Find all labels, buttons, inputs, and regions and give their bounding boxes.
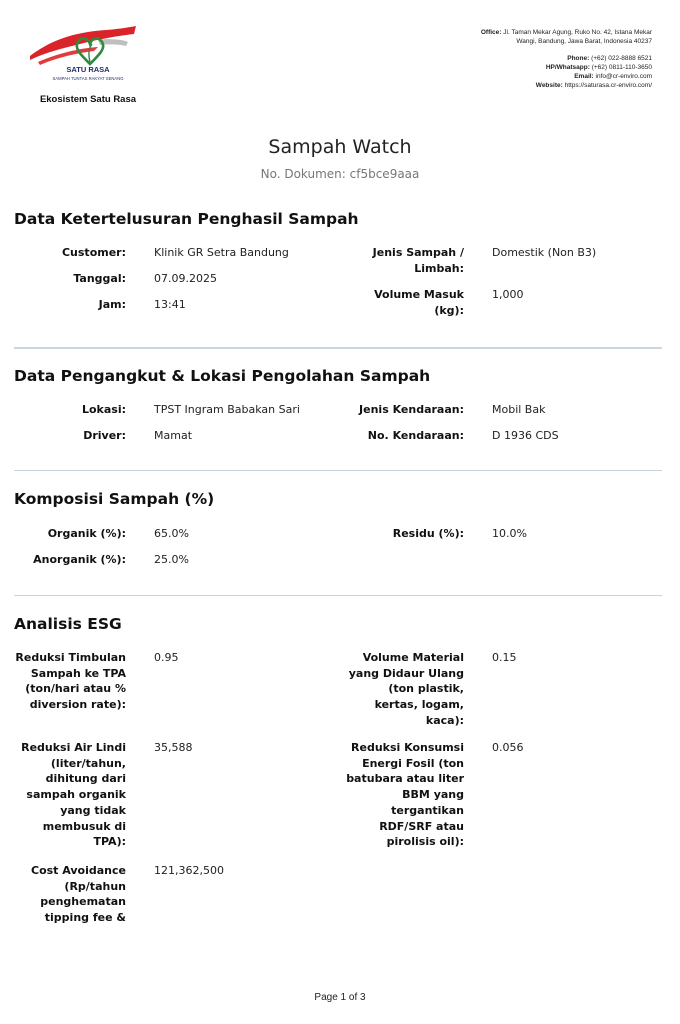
no-kendaraan-value: D 1936 CDS — [492, 429, 559, 442]
jam-value: 13:41 — [154, 298, 186, 311]
office-address-line2: Wangi, Bandung, Jawa Barat, Indonesia 40237 — [516, 38, 652, 46]
section-esg-title: Analisis ESG — [14, 615, 122, 633]
reduksi-tpa-label: Reduksi Timbulan Sampah ke TPA (ton/hari atau % diversion rate): — [15, 651, 126, 712]
website-label: Website: — [535, 82, 563, 90]
volume-masuk-label: Volume Masuk (kg): — [374, 288, 464, 317]
reduksi-lindi-label: Reduksi Air Lindi (liter/tahun, dihitung dari sampah organik yang tidak membusuk di TPA): — [21, 741, 126, 849]
hp-label: HP/Whatsapp: — [545, 63, 590, 71]
email-link[interactable]: info@cr-enviro.com — [595, 73, 652, 81]
heart-leaf-logo-icon — [28, 20, 148, 92]
driver-value: Mamat — [154, 429, 193, 442]
anorganik-value: 25.0% — [154, 553, 189, 566]
residu-label: Residu (%): — [392, 527, 464, 540]
document-number: No. Dokumen: cf5bce9aaa — [260, 167, 420, 181]
jenis-kendaraan-value: Mobil Bak — [492, 403, 546, 416]
office-label: Office: — [480, 29, 502, 36]
hp-value: (+62) 0811-110-3650 — [591, 63, 652, 71]
reduksi-energi-value: 0.056 — [492, 741, 524, 754]
contact-block — [392, 28, 652, 91]
no-kendaraan-label: No. Kendaraan: — [367, 429, 464, 442]
section-composition-title: Komposisi Sampah (%) — [14, 490, 215, 508]
divider — [14, 470, 662, 471]
company-name: Ekosistem Satu Rasa — [39, 94, 137, 105]
jam-label: Jam: — [98, 298, 126, 311]
divider — [14, 347, 662, 349]
lokasi-value: TPST Ingram Babakan Sari — [154, 403, 300, 416]
customer-label: Customer: — [61, 246, 126, 259]
phone-label: Phone: — [567, 54, 590, 62]
page-number: Page 1 of 3 — [314, 992, 366, 1003]
volume-daur-ulang-label: Volume Material yang Didaur Ulang (ton plastik, kertas, logam, kaca): — [348, 651, 464, 727]
reduksi-lindi-value: 35,588 — [154, 741, 193, 754]
volume-masuk-value: 1,000 — [492, 288, 524, 301]
jenis-sampah-label: Jenis Sampah / Limbah: — [372, 246, 464, 275]
logo-name: SATU RASA — [66, 65, 110, 74]
lokasi-label: Lokasi: — [81, 403, 126, 416]
residu-value: 10.0% — [492, 527, 527, 540]
customer-value: Klinik GR Setra Bandung — [154, 246, 289, 259]
jenis-kendaraan-label: Jenis Kendaraan: — [359, 403, 464, 416]
cost-avoidance-value: 121,362,500 — [154, 864, 224, 877]
jenis-sampah-value: Domestik (Non B3) — [492, 246, 597, 259]
company-logo — [28, 20, 148, 106]
logo-tagline: SAMPAH TUNTAS RAKYAT SENANG — [52, 76, 124, 81]
email-label: Email: — [574, 73, 594, 81]
tanggal-label: Tanggal: — [73, 272, 126, 285]
section-traceability-title: Data Ketertelusuran Penghasil Sampah — [14, 210, 359, 228]
website-link[interactable]: https://saturasa.cr-enviro.com/ — [564, 82, 652, 90]
reduksi-tpa-value: 0.95 — [154, 651, 179, 664]
office-address-line1: Jl. Taman Mekar Agung, Ruko No. 42, Istana Mekar — [503, 29, 652, 36]
volume-daur-ulang-value: 0.15 — [492, 651, 517, 664]
divider — [14, 595, 662, 596]
anorganik-label: Anorganik (%): — [33, 553, 126, 566]
document-title: Sampah Watch — [268, 136, 412, 158]
organik-value: 65.0% — [154, 527, 189, 540]
section-transport-title: Data Pengangkut & Lokasi Pengolahan Sampah — [14, 367, 431, 385]
tanggal-value: 07.09.2025 — [154, 272, 217, 285]
driver-label: Driver: — [83, 429, 126, 442]
cost-avoidance-label: Cost Avoidance (Rp/tahun penghematan tipping fee & — [31, 864, 126, 925]
letterhead — [0, 0, 680, 110]
organik-label: Organik (%): — [47, 527, 126, 540]
reduksi-energi-label: Reduksi Konsumsi Energi Fosil (ton batubara atau liter BBM yang tergantikan RDF/SRF atau pirolisis oil): — [346, 741, 464, 849]
phone-value: (+62) 022-8888 6521 — [591, 54, 652, 62]
